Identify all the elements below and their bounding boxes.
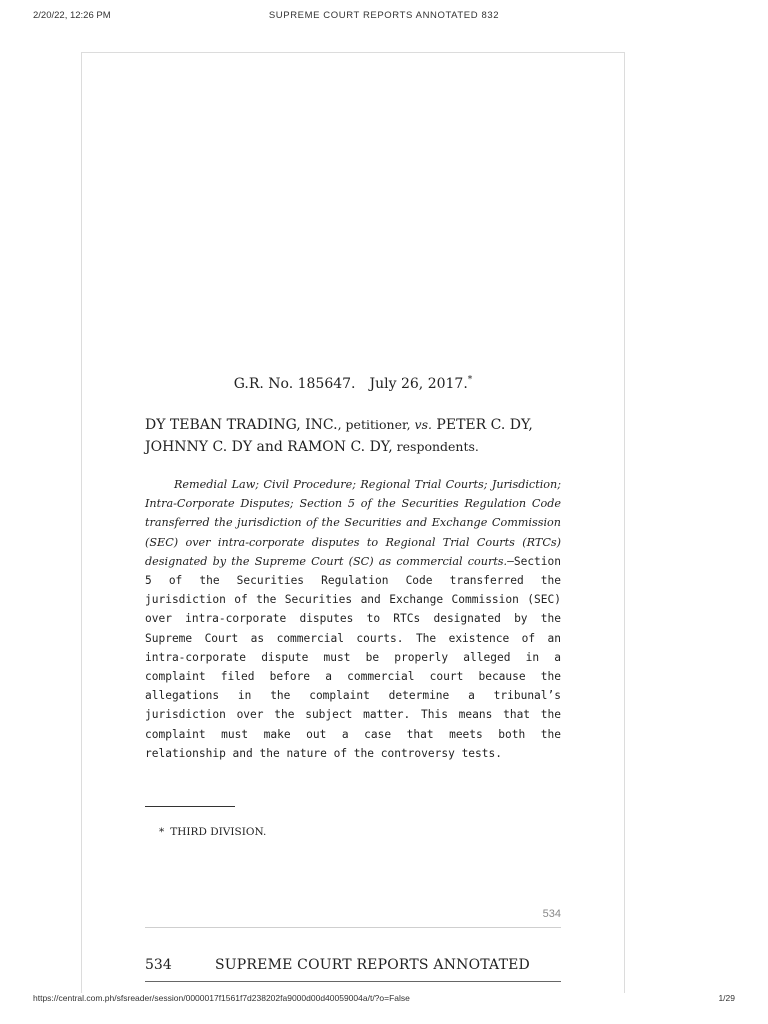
print-datetime: 2/20/22, 12:26 PM <box>33 10 111 21</box>
page-content <box>145 53 561 993</box>
footnote-text: THIRD DIVISION. <box>170 826 267 838</box>
case-parties <box>145 414 561 458</box>
syllabus-body: —Section 5 of the Securities Regulation Code transferred the jurisdiction of the Securities and Exchange Commission (SEC) over intra-corporate disputes to RTCs designated by the Supreme Court as commercial courts. The existence of an intra-corporate dispute must be properly alleged in a complaint filed before a commercial court because the allegations in the complaint determine a tribunal’s jurisdiction over the subject matter. This means that the complaint must make out a case that meets both the relationship and the nature of the controversy tests. <box>145 554 561 760</box>
print-url[interactable]: https://central.com.ph/sfsreader/session/0000017f1561f7d238202fa9000d00d40059004a/t/?o=False <box>33 993 410 1003</box>
footnote-divider <box>145 806 235 807</box>
print-header <box>33 10 735 26</box>
page-marker: 534 <box>542 908 561 920</box>
versus-label: vs. <box>414 417 432 432</box>
respondent-name-2: JOHNNY C. DY and RAMON C. DY, <box>145 439 393 455</box>
footnote <box>159 826 266 838</box>
document-page <box>81 52 625 993</box>
decision-date: July 26, 2017. <box>369 376 468 392</box>
case-number-line <box>145 375 561 392</box>
petitioner-role: , petitioner, <box>337 417 415 432</box>
print-title: SUPREME COURT REPORTS ANNOTATED 832 <box>268 10 500 21</box>
running-header-title: SUPREME COURT REPORTS ANNOTATED <box>215 957 530 973</box>
syllabus-headnote: Remedial Law; Civil Procedure; Regional Trial Courts; Jurisdiction; Intra-Corporate Disputes; Section 5 of the Securities Regulation Code transferred the jurisdiction of the Securities and Exchange Commission (SEC) over intra-corporate disputes to Regional Trial Courts (RTCs) designated by the Supreme Court (SC) as commercial courts. <box>145 478 561 568</box>
footnote-marker: * <box>467 375 473 385</box>
footnote-mark: * <box>159 826 165 838</box>
running-header-page: 534 <box>145 957 172 973</box>
running-header-rule <box>145 981 561 982</box>
respondents-role: respondents. <box>392 439 479 454</box>
gr-number: G.R. No. 185647. <box>233 376 356 392</box>
syllabus-paragraph <box>145 475 561 763</box>
page-break-line <box>145 927 561 928</box>
print-footer <box>33 993 735 1007</box>
respondent-name-1: PETER C. DY, <box>431 417 533 433</box>
print-page-number: 1/29 <box>718 993 735 1003</box>
petitioner-name: DY TEBAN TRADING, INC. <box>145 417 338 433</box>
